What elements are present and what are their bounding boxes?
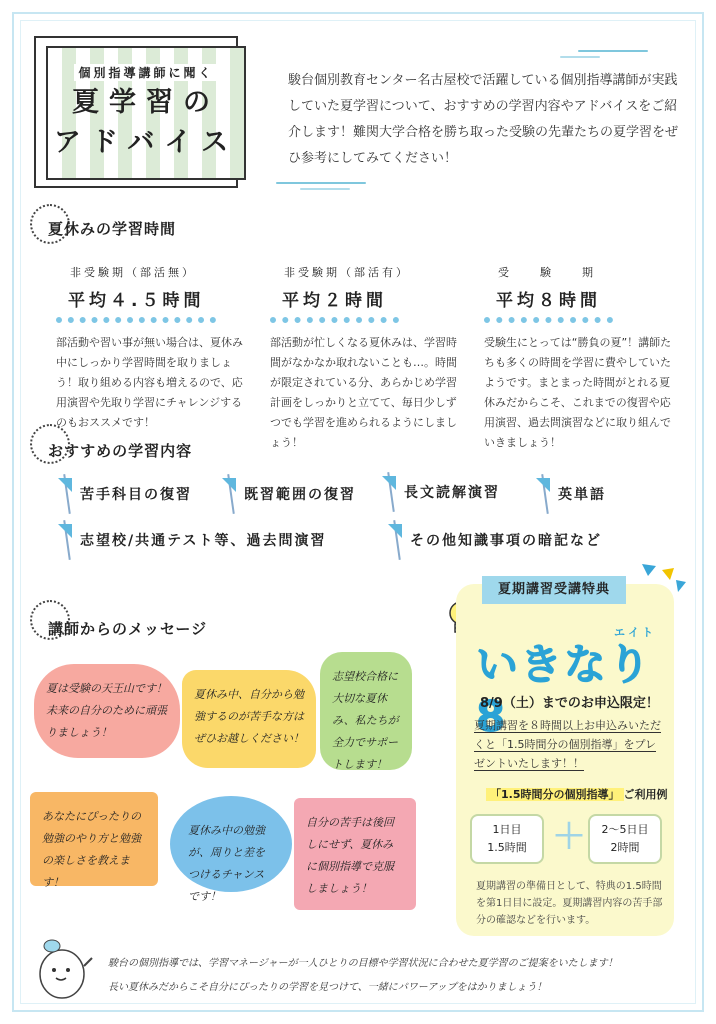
recommended-item-label: 既習範囲の復習 bbox=[244, 487, 356, 503]
plus-icon: ＋ bbox=[552, 817, 586, 857]
time-column-title: 平均８時間 bbox=[484, 284, 613, 323]
bonus-panel bbox=[456, 584, 674, 936]
recommended-item-label: 志望校/共通テスト等、過去問演習 bbox=[80, 533, 327, 549]
time-column-sub: 非受験期（部活有） bbox=[284, 266, 410, 279]
message-bubble: 志望校合格に大切な夏休み、私たちが全力でサポートします！ bbox=[320, 652, 412, 770]
recommended-item bbox=[548, 482, 616, 508]
day2-box bbox=[588, 814, 662, 864]
recommended-item bbox=[394, 480, 510, 506]
recommended-item bbox=[234, 482, 366, 508]
day2-label: 2〜5日目 bbox=[601, 823, 649, 836]
bonus-ruby: エイト bbox=[614, 626, 656, 639]
day1-label: 1日目 bbox=[492, 823, 522, 836]
title-box bbox=[46, 46, 246, 180]
title-line1: 夏学習の bbox=[72, 87, 220, 118]
time-column-title: 平均４.５時間 bbox=[56, 284, 216, 323]
time-column-sub: 受 験 期 bbox=[498, 266, 596, 279]
mascot-icon bbox=[34, 936, 96, 1002]
message-bubble: 夏は受験の天王山です！未来の自分のために頑張りましょう！ bbox=[34, 664, 180, 758]
bonus-title: いきなり8 bbox=[476, 640, 653, 741]
recommended-item-label: 長文読解演習 bbox=[404, 485, 500, 501]
time-column-2 bbox=[270, 264, 460, 453]
time-column-body: 受験生にとっては“勝負の夏”！講師たちも多くの時間を学習に費やしていたようです。まとまった時間がとれる夏休みだからこそ、これまでの復習や応用演習、過去問演習などに取り組んでいきましょう！ bbox=[484, 336, 672, 449]
time-column-3 bbox=[484, 264, 674, 453]
bonus-example-suffix: ご利用例 bbox=[623, 788, 668, 801]
deco-line bbox=[276, 182, 366, 184]
bonus-note: 夏期講習の準備日として、特典の1.5時間を第1日目に設定。夏期講習内容の苦手部分の確認などを行います。 bbox=[476, 881, 663, 926]
section-heading-messages: 講師からのメッセージ bbox=[48, 620, 208, 638]
bonus-description-text: 夏期講習を８時間以上お申込みいただくと「1.5時間分の個別指導」をプレゼントいたします！！ bbox=[474, 719, 661, 770]
recommended-item-label: その他知識事項の暗記など bbox=[410, 533, 602, 549]
recommended-item bbox=[400, 528, 612, 554]
deco-line bbox=[560, 56, 600, 58]
footer-line1: 駿台の個別指導では、学習マネージャーが一人ひとりの目標や学習状況に合わせた夏学習のご提案をいたします！ bbox=[108, 958, 618, 969]
day1-time: 1.5時間 bbox=[487, 841, 527, 854]
deco-line bbox=[300, 188, 350, 190]
intro-text: 駿台個別教育センター名古屋校で活躍している個別指導講師が実践していた夏学習について、おすすめの学習内容やアドバイスをご紹介します！難関大学合格を勝ち取った受験の先輩たちの夏学習をぜひ参考にしてみてください！ bbox=[288, 73, 679, 166]
bonus-description bbox=[474, 716, 664, 773]
section-heading-recommended: おすすめの学習内容 bbox=[48, 442, 193, 460]
message-bubble: あなたにぴったりの勉強のやり方と勉強の楽しさを教えます！ bbox=[30, 792, 158, 886]
bonus-example-highlight: 「1.5時間分の個別指導」 bbox=[486, 788, 624, 801]
section-heading-study-time: 夏休みの学習時間 bbox=[48, 220, 177, 238]
bonus-header: 夏期講習受講特典 bbox=[482, 576, 626, 604]
message-bubble: 自分の苦手は後回しにせず、夏休みに個別指導で克服しましょう！ bbox=[294, 798, 416, 910]
title-line2: アドバイス bbox=[53, 127, 239, 158]
footer-line2: 長い夏休みだからこそ自分にぴったりの学習を見つけて、一緒にパワーアップをはかりましょう！ bbox=[108, 982, 547, 993]
recommended-item-label: 英単語 bbox=[558, 487, 606, 503]
day1-box bbox=[470, 814, 544, 864]
recommended-item bbox=[70, 528, 337, 554]
recommended-item bbox=[70, 482, 202, 508]
bonus-deadline: 8/9（土）までのお申込限定！ bbox=[480, 696, 659, 711]
time-column-body: 部活動が忙しくなる夏休みは、学習時間がなかなか取れないことも…。時間が限定されている分、あらかじめ学習計画をしっかりと立てて、毎日少しずつでも学習を進められるようにしましょう！ bbox=[270, 336, 457, 449]
message-bubble: 夏休み中、自分から勉強するのが苦手な方はぜひお越しください！ bbox=[182, 670, 316, 768]
title-sub: 個別指導講師に聞く bbox=[74, 64, 217, 81]
bonus-example-title bbox=[486, 786, 668, 802]
day2-time: 2時間 bbox=[610, 841, 640, 854]
message-bubble: 夏休み中の勉強が、周りと差をつけるチャンスです！ bbox=[170, 796, 292, 892]
time-column-body: 部活動や習い事が無い場合は、夏休み中にしっかり学習時間を取りましょう！取り組める内容も増えるので、応用演習や先取り学習にチャレンジするのもおススメです！ bbox=[56, 336, 243, 429]
footer-message bbox=[108, 952, 688, 1000]
time-column-sub: 非受験期（部活無） bbox=[70, 266, 196, 279]
time-column-title: 平均２時間 bbox=[270, 284, 399, 323]
recommended-item-label: 苦手科目の復習 bbox=[80, 487, 192, 503]
time-column-1 bbox=[56, 264, 246, 433]
deco-line bbox=[578, 50, 648, 52]
